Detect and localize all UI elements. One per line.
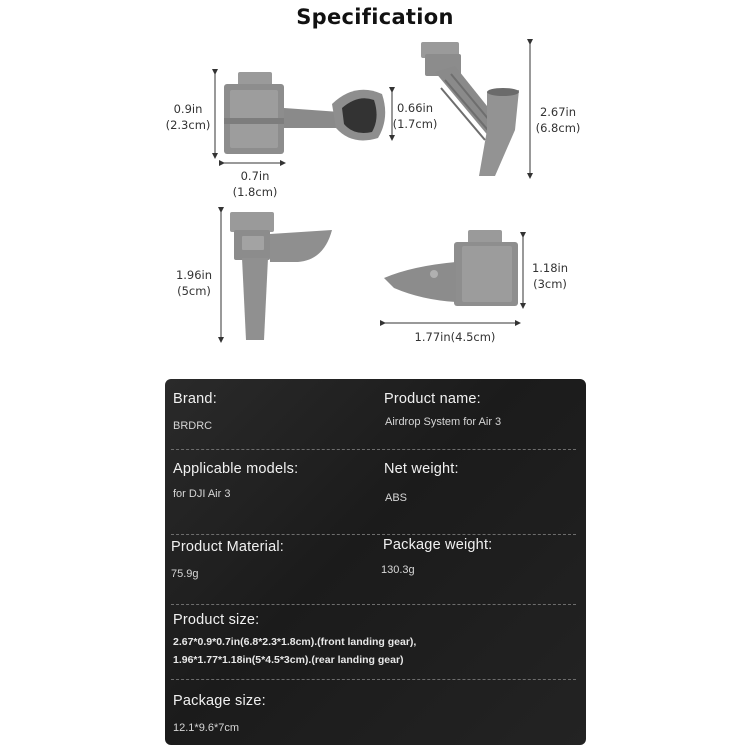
dim-rear-length: 1.77in(4.5cm)	[414, 330, 496, 344]
dim-front-side-height: 2.67in (6.8cm)	[535, 105, 581, 135]
product-size-label: Product size:	[173, 612, 260, 628]
brand-label: Brand:	[173, 391, 217, 407]
divider-3	[171, 604, 576, 605]
package-weight-value: 130.3g	[381, 564, 415, 576]
package-size-value: 12.1*9.6*7cm	[173, 722, 240, 734]
rear-gear-side-image	[382, 226, 522, 312]
package-weight-label: Package weight:	[383, 537, 493, 553]
divider-2	[171, 534, 576, 535]
product-name-label: Product name:	[384, 391, 481, 407]
page-title: Specification	[296, 5, 454, 29]
product-name-value: Airdrop System for Air 3	[385, 416, 502, 428]
spec-panel	[165, 379, 586, 745]
net-weight-value: ABS	[385, 492, 408, 504]
net-weight-label: Net weight:	[384, 461, 459, 477]
models-label: Applicable models:	[173, 461, 299, 477]
brand-value: BRDRC	[173, 420, 213, 432]
material-label: Product Material:	[171, 539, 284, 555]
dim-front-width: 0.7in (1.8cm)	[232, 169, 278, 199]
package-size-label: Package size:	[173, 693, 266, 709]
dim-rear-height: 1.96in (5cm)	[175, 268, 213, 298]
material-value: 75.9g	[171, 568, 199, 580]
product-size-line2: 1.96*1.77*1.18in(5*4.5*3cm).(rear landing gear)	[173, 654, 404, 666]
models-value: for DJI Air 3	[173, 488, 231, 500]
dim-front-funnel: 0.66in (1.7cm)	[392, 101, 438, 131]
divider-1	[171, 449, 576, 450]
divider-4	[171, 679, 576, 680]
rear-gear-image	[228, 208, 338, 344]
dim-rear-side-height: 1.18in (3cm)	[531, 261, 569, 291]
dim-front-height: 0.9in (2.3cm)	[165, 102, 211, 132]
front-gear-image	[220, 68, 390, 160]
product-size-line1: 2.67*0.9*0.7in(6.8*2.3*1.8cm).(front landing gear),	[173, 636, 417, 648]
